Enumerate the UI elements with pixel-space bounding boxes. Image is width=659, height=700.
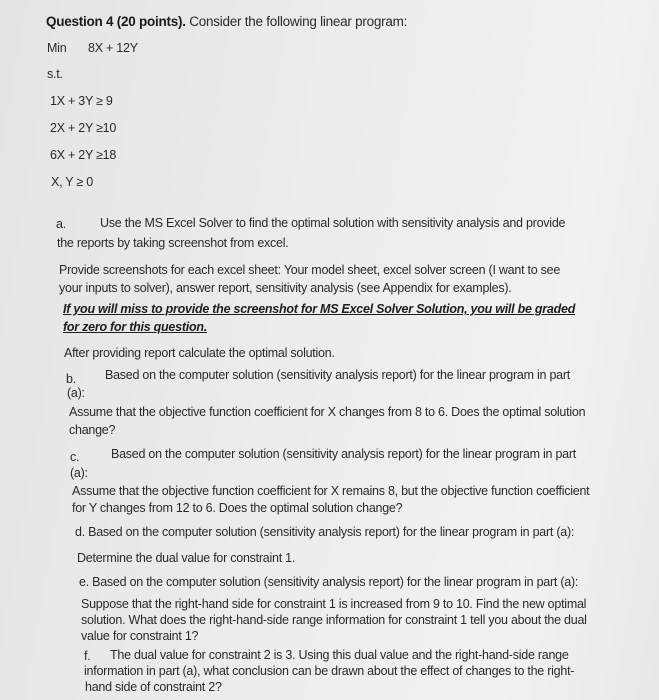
part-f-label: f. xyxy=(84,649,91,663)
part-b-question: Assume that the objective function coefficient for X changes from 8 to 6. Does the optimal solution xyxy=(69,405,586,419)
warning-text: If you will miss to provide the screenshot for MS Excel Solver Solution, you will be graded xyxy=(63,302,576,316)
part-a-text: Use the MS Excel Solver to find the optimal solution with sensitivity analysis and provide xyxy=(100,216,566,230)
constraint-3: 6X + 2Y ≥18 xyxy=(50,148,117,162)
part-d-question: Determine the dual value for constraint 1. xyxy=(77,551,296,565)
part-b-question-2: change? xyxy=(69,423,116,437)
part-a-text-2: the reports by taking screenshot from excel. xyxy=(57,236,289,250)
part-c-text: Based on the computer solution (sensitivity analysis report) for the linear program in part xyxy=(111,447,576,461)
after-text: After providing report calculate the optimal solution. xyxy=(64,346,335,360)
part-f-text-2: information in part (a), what conclusion can be drawn about the effect of changes to the right- xyxy=(84,664,575,678)
nonnegativity: X, Y ≥ 0 xyxy=(51,175,93,189)
part-e-text: e. Based on the computer solution (sensitivity analysis report) for the linear program in part (a): xyxy=(79,575,579,589)
warning-text-2: for zero for this question. xyxy=(63,320,207,334)
objective-label: Min xyxy=(47,41,67,55)
part-c-question-2: for Y changes from 12 to 6. Does the optimal solution change? xyxy=(72,501,403,515)
constraint-2: 2X + 2Y ≥10 xyxy=(50,121,117,135)
part-e-question-3: value for constraint 1? xyxy=(81,629,199,643)
question-number: Question 4 (20 points). xyxy=(46,14,186,29)
provide-text: Provide screenshots for each excel sheet: Your model sheet, excel solver screen (I want to see xyxy=(59,263,561,277)
part-e-question: Suppose that the right-hand side for constraint 1 is increased from 9 to 10. Find the new optimal xyxy=(81,597,587,611)
provide-text-2: your inputs to solver), answer report, sensitivity analysis (see Appendix for examples). xyxy=(59,281,512,295)
part-e-question-2: solution. What does the right-hand-side range information for constraint 1 tell you about the dual xyxy=(81,613,587,627)
part-c-label: c. xyxy=(70,450,80,464)
part-f-text: The dual value for constraint 2 is 3. Using this dual value and the right-hand-side range xyxy=(110,648,569,662)
constraint-1: 1X + 3Y ≥ 9 xyxy=(50,94,113,108)
question-title xyxy=(46,14,407,29)
part-b-text-2: (a): xyxy=(67,386,85,400)
part-c-question: Assume that the objective function coefficient for X remains 8, but the objective function coefficient xyxy=(72,484,590,498)
question-intro: Consider the following linear program: xyxy=(185,14,408,29)
part-c-text-2: (a): xyxy=(70,466,88,480)
part-a-label: a. xyxy=(56,217,66,231)
part-f-text-3: hand side of constraint 2? xyxy=(85,680,222,694)
part-b-label: b. xyxy=(66,372,76,386)
part-b-text: Based on the computer solution (sensitivity analysis report) for the linear program in part xyxy=(105,368,570,382)
subject-to: s.t. xyxy=(47,67,63,81)
objective-function: 8X + 12Y xyxy=(88,41,138,55)
part-d-text: d. Based on the computer solution (sensitivity analysis report) for the linear program in part (a): xyxy=(75,525,575,539)
